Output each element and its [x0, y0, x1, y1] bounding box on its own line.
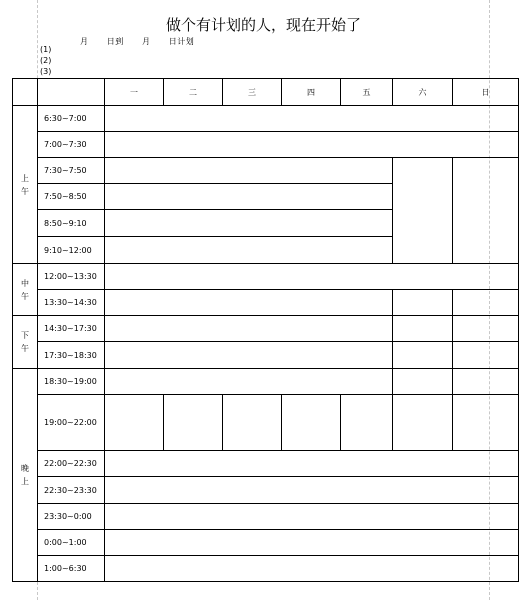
header-corner	[13, 79, 38, 106]
page-title: 做个有计划的人，现在开始了	[165, 16, 361, 34]
period-noon: 中午	[13, 264, 38, 316]
time-slot: 1:00~6:30	[38, 556, 105, 582]
time-slot: 13:30~14:30	[38, 290, 105, 316]
plan-cell-sun[interactable]	[453, 369, 519, 395]
table-row	[13, 316, 519, 342]
header-day-wed: 三	[223, 79, 282, 106]
month-end-label: 月	[142, 37, 151, 46]
table-row	[13, 290, 519, 316]
plan-cell-sat[interactable]	[393, 395, 453, 451]
month-start-label: 月	[80, 37, 89, 46]
note-2: (2)	[40, 56, 52, 65]
table-row	[13, 395, 519, 451]
plan-cell-sun[interactable]	[453, 342, 519, 369]
time-slot: 22:00~22:30	[38, 451, 105, 477]
day-plan-label: 日计划	[168, 37, 195, 46]
plan-cell[interactable]	[105, 530, 519, 556]
plan-cell-sun[interactable]	[453, 290, 519, 316]
plan-cell-sun[interactable]	[453, 158, 519, 264]
plan-cell-fri[interactable]	[341, 395, 393, 451]
time-slot: 22:30~23:30	[38, 477, 105, 504]
plan-cell-thu[interactable]	[282, 395, 341, 451]
plan-cell-weekday[interactable]	[105, 369, 393, 395]
time-slot: 9:10~12:00	[38, 237, 105, 264]
table-row	[13, 556, 519, 582]
header-time-blank	[38, 79, 105, 106]
table-row	[13, 106, 519, 132]
time-slot: 7:30~7:50	[38, 158, 105, 184]
time-slot: 12:00~13:30	[38, 264, 105, 290]
plan-cell-weekday[interactable]	[105, 290, 393, 316]
time-slot: 18:30~19:00	[38, 369, 105, 395]
plan-cell-sat[interactable]	[393, 290, 453, 316]
table-row	[13, 369, 519, 395]
plan-cell-sat[interactable]	[393, 316, 453, 342]
plan-cell-sat[interactable]	[393, 342, 453, 369]
period-afternoon: 下午	[13, 316, 38, 369]
header-row	[13, 79, 519, 106]
period-evening: 晚上	[13, 369, 38, 582]
table-row	[13, 342, 519, 369]
time-slot: 17:30~18:30	[38, 342, 105, 369]
plan-cell-tue[interactable]	[164, 395, 223, 451]
day-to-label: 日到	[106, 37, 124, 46]
plan-cell-sat[interactable]	[393, 369, 453, 395]
plan-cell-weekday[interactable]	[105, 184, 393, 210]
schedule-table	[12, 78, 519, 582]
plan-cell[interactable]	[105, 132, 519, 158]
header-day-sat: 六	[393, 79, 453, 106]
time-slot: 8:50~9:10	[38, 210, 105, 237]
header-day-tue: 二	[164, 79, 223, 106]
plan-cell[interactable]	[105, 106, 519, 132]
time-slot: 6:30~7:00	[38, 106, 105, 132]
time-slot: 19:00~22:00	[38, 395, 105, 451]
plan-cell-sun[interactable]	[453, 395, 519, 451]
plan-cell[interactable]	[105, 477, 519, 504]
table-row	[13, 477, 519, 504]
table-row	[13, 451, 519, 477]
plan-cell-weekday[interactable]	[105, 342, 393, 369]
header-day-thu: 四	[282, 79, 341, 106]
time-slot: 7:00~7:30	[38, 132, 105, 158]
date-range-line	[80, 36, 194, 47]
plan-cell-mon[interactable]	[105, 395, 164, 451]
note-1: (1)	[40, 45, 52, 54]
plan-cell[interactable]	[105, 504, 519, 530]
plan-cell-weekday[interactable]	[105, 316, 393, 342]
plan-cell-sun[interactable]	[453, 316, 519, 342]
plan-cell[interactable]	[105, 451, 519, 477]
plan-cell-weekday[interactable]	[105, 237, 393, 264]
header-day-fri: 五	[341, 79, 393, 106]
time-slot: 0:00~1:00	[38, 530, 105, 556]
period-morning: 上午	[13, 106, 38, 264]
table-row	[13, 264, 519, 290]
header-day-sun: 日	[453, 79, 519, 106]
plan-cell-wed[interactable]	[223, 395, 282, 451]
table-row	[13, 530, 519, 556]
plan-cell[interactable]	[105, 264, 519, 290]
time-slot: 23:30~0:00	[38, 504, 105, 530]
table-row	[13, 504, 519, 530]
header-day-mon: 一	[105, 79, 164, 106]
plan-cell-sat[interactable]	[393, 158, 453, 264]
time-slot: 7:50~8:50	[38, 184, 105, 210]
plan-cell[interactable]	[105, 556, 519, 582]
table-row	[13, 158, 519, 184]
time-slot: 14:30~17:30	[38, 316, 105, 342]
plan-cell-weekday[interactable]	[105, 210, 393, 237]
note-3: (3)	[40, 67, 52, 76]
plan-cell-weekday[interactable]	[105, 158, 393, 184]
table-row	[13, 132, 519, 158]
